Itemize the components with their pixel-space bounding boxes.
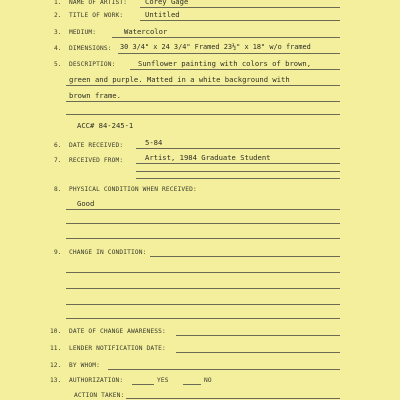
item-number-4: 4.: [54, 45, 62, 52]
title-label: TITLE OF WORK:: [69, 12, 124, 19]
change-awareness-date-line: [176, 335, 340, 336]
description-label: DESCRIPTION:: [69, 61, 116, 68]
authorization-no-blank: [183, 384, 201, 385]
item-number-10: 10.: [50, 328, 62, 335]
artist-name-label: NAME OF ARTIST:: [69, 0, 128, 6]
date-received-label: DATE RECEIVED:: [69, 142, 124, 149]
received-from-value: Artist, 1984 Graduate Student: [145, 153, 271, 162]
authorization-yes-label: YES: [157, 377, 169, 384]
received-from-line-1: [136, 163, 340, 164]
artist-name-value: Corey Gage: [145, 0, 189, 6]
artist-name-line: [140, 7, 340, 8]
change-in-condition-label: CHANGE IN CONDITION:: [69, 249, 147, 256]
item-number-5: 5.: [54, 61, 62, 68]
lender-notification-date-label: LENDER NOTIFICATION DATE:: [69, 345, 166, 352]
description-value-line-1: Sunflower painting with colors of brown,: [138, 59, 312, 68]
physical-condition-value: Good: [77, 199, 95, 208]
lender-notification-date-line: [176, 352, 340, 353]
physical-condition-line-2: [66, 223, 340, 224]
item-number-3: 3.: [54, 29, 62, 36]
date-received-value: 5-84: [145, 138, 163, 147]
change-in-condition-line-4: [66, 304, 340, 305]
change-awareness-date-label: DATE OF CHANGE AWARENESS:: [69, 328, 166, 335]
item-number-13: 13.: [50, 377, 62, 384]
dimensions-value: 30 3/4" x 24 3/4" Framed 23½" x 18" w/o framed: [120, 43, 311, 51]
item-number-8: 8.: [54, 186, 62, 193]
change-in-condition-line-3: [66, 288, 340, 289]
action-taken-line: [126, 398, 340, 399]
date-received-line: [136, 148, 340, 149]
received-from-line-2: [136, 171, 340, 172]
authorization-no-label: NO: [204, 377, 212, 384]
item-number-1: 1.: [54, 0, 62, 6]
action-taken-label: ACTION TAKEN:: [74, 392, 125, 399]
accession-number: ACC# 84-245-1: [77, 121, 134, 130]
item-number-11: 11.: [50, 345, 62, 352]
physical-condition-line-1: [66, 209, 340, 210]
description-line-1: [130, 69, 340, 70]
description-value-line-2: green and purple. Matted in a white background with: [69, 75, 290, 84]
item-number-9: 9.: [54, 249, 62, 256]
title-value: Untitled: [145, 10, 180, 19]
item-number-7: 7.: [54, 157, 62, 164]
physical-condition-label: PHYSICAL CONDITION WHEN RECEIVED:: [69, 186, 197, 193]
by-whom-line: [108, 369, 340, 370]
description-value-line-3: brown frame.: [69, 91, 121, 100]
received-from-line-3: [136, 178, 340, 179]
medium-line: [112, 37, 340, 38]
medium-value: Watercolor: [124, 27, 168, 36]
dimensions-line: [118, 53, 340, 54]
medium-label: MEDIUM:: [69, 29, 97, 36]
item-number-2: 2.: [54, 12, 62, 19]
description-line-2: [66, 85, 340, 86]
authorization-label: AUTHORIZATION:: [69, 377, 124, 384]
physical-condition-line-3: [66, 238, 340, 239]
title-line: [140, 20, 340, 21]
received-from-label: RECEIVED FROM:: [69, 157, 124, 164]
item-number-12: 12.: [50, 362, 62, 369]
change-in-condition-line-1: [150, 256, 340, 257]
item-number-6: 6.: [54, 142, 62, 149]
description-line-4: [66, 114, 340, 115]
dimensions-label: DIMENSIONS:: [69, 45, 112, 52]
change-in-condition-line-2: [66, 272, 340, 273]
change-in-condition-line-5: [66, 318, 340, 319]
by-whom-label: BY WHOM:: [69, 362, 101, 369]
authorization-yes-blank: [132, 384, 154, 385]
description-line-3: [66, 101, 340, 102]
